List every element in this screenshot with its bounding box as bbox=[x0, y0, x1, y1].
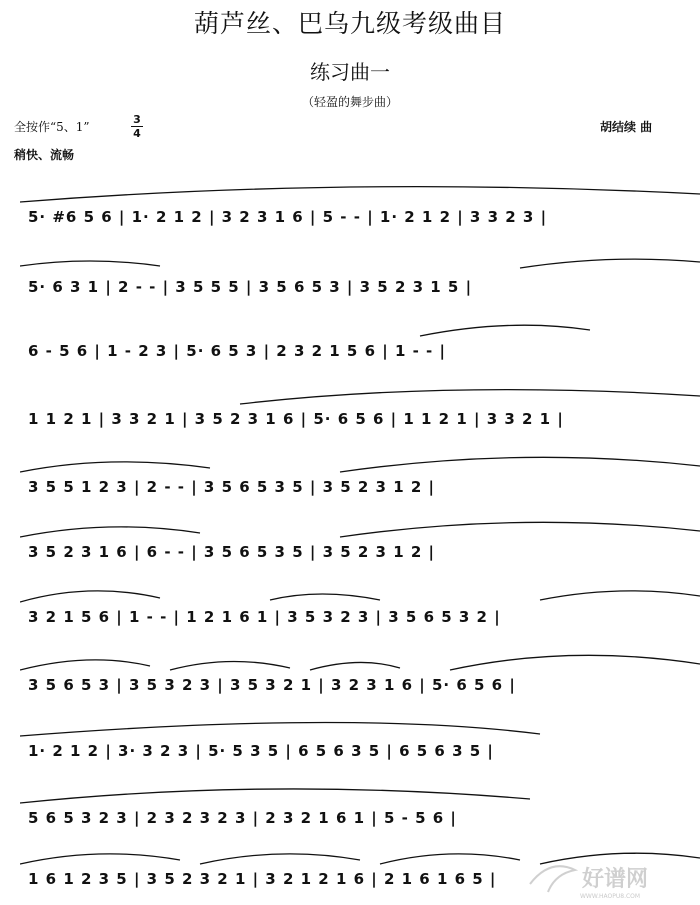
score-line-5 bbox=[10, 466, 700, 510]
score-line-2 bbox=[10, 266, 700, 310]
notation-row: 5· 6 3 1 | 2 - - | 3 5 5 5 | 3 5 6 5 3 | 3 5 2 3 1 5 | bbox=[28, 278, 473, 296]
score-line-1 bbox=[10, 196, 700, 240]
watermark-url: WWW.HAOPU8.COM bbox=[580, 893, 641, 900]
watermark-brand: 好谱网 bbox=[582, 867, 649, 892]
notation-row: 3 5 5 1 2 3 | 2 - - | 3 5 6 5 3 5 | 3 5 2 3 1 2 | bbox=[28, 478, 436, 496]
time-signature bbox=[131, 114, 143, 139]
time-signature-top: 3 bbox=[133, 113, 141, 126]
piece-title: 练习曲一 bbox=[310, 60, 390, 84]
score-line-4 bbox=[10, 398, 700, 442]
score-line-9 bbox=[10, 730, 700, 774]
tempo-marking: 稍快、流畅 bbox=[14, 148, 75, 162]
fingering-note: 全按作“5、1” bbox=[14, 120, 90, 134]
notation-row: 5 6 5 3 2 3 | 2 3 2 3 2 3 | 2 3 2 1 6 1 | 5 - 5 6 | bbox=[28, 809, 457, 827]
page-title: 葫芦丝、巴乌九级考级曲目 bbox=[193, 9, 506, 38]
time-signature-bottom: 4 bbox=[133, 127, 141, 140]
watermark-logo bbox=[520, 852, 690, 902]
notation-row: 5· #6 5 6 | 1· 2 1 2 | 3 2 3 1 6 | 5 - - | 1· 2 1 2 | 3 3 2 3 | bbox=[28, 208, 548, 226]
notation-row: 1 6 1 2 3 5 | 3 5 2 3 2 1 | 3 2 1 2 1 6 | 2 1 6 1 6 5 | bbox=[28, 870, 497, 888]
score-line-6 bbox=[10, 531, 700, 575]
score-line-3 bbox=[10, 330, 700, 374]
score-line-10 bbox=[10, 797, 700, 841]
notation-row: 1· 2 1 2 | 3· 3 2 3 | 5· 5 3 5 | 6 5 6 3 5 | 6 5 6 3 5 | bbox=[28, 742, 494, 760]
notation-row: 3 2 1 5 6 | 1 - - | 1 2 1 6 1 | 3 5 3 2 3 | 3 5 6 5 3 2 | bbox=[28, 608, 501, 626]
notation-row: 6 - 5 6 | 1 - 2 3 | 5· 6 5 3 | 2 3 2 1 5 6 | 1 - - | bbox=[28, 342, 446, 360]
composer-credit: 胡结续 曲 bbox=[600, 120, 653, 134]
style-note: （轻盈的舞步曲） bbox=[301, 95, 398, 109]
score-line-7 bbox=[10, 596, 700, 640]
score-line-8 bbox=[10, 664, 700, 708]
notation-row: 3 5 6 5 3 | 3 5 3 2 3 | 3 5 3 2 1 | 3 2 3 1 6 | 5· 6 5 6 | bbox=[28, 676, 516, 694]
notation-row: 3 5 2 3 1 6 | 6 - - | 3 5 6 5 3 5 | 3 5 2 3 1 2 | bbox=[28, 543, 436, 561]
notation-row: 1 1 2 1 | 3 3 2 1 | 3 5 2 3 1 6 | 5· 6 5 6 | 1 1 2 1 | 3 3 2 1 | bbox=[28, 410, 564, 428]
